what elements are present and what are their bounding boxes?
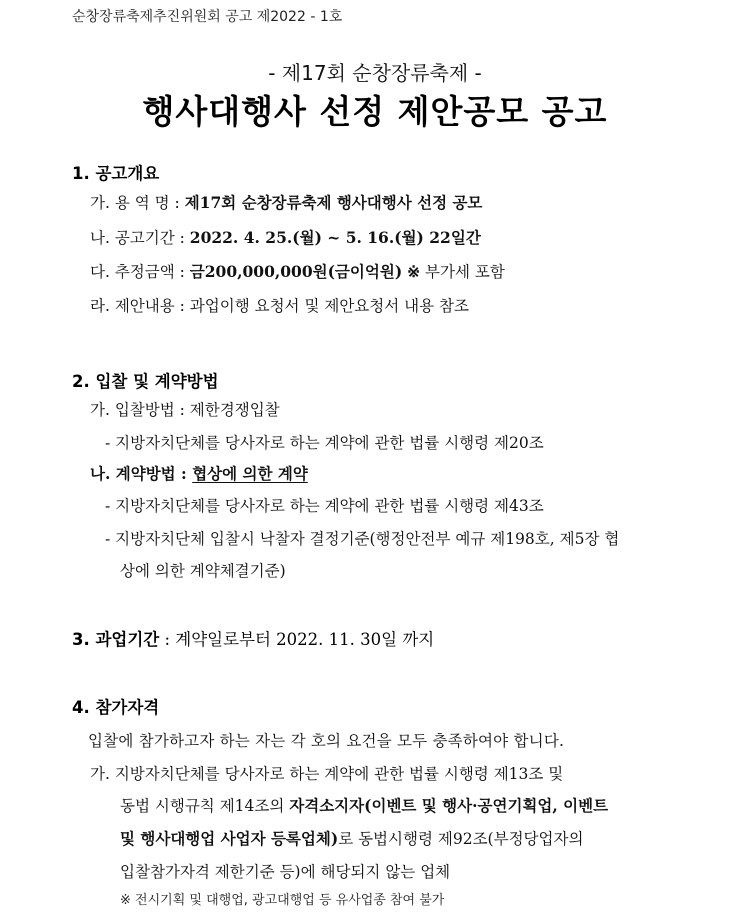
vat-note: 부가세 포함 <box>420 263 505 281</box>
eligibility-item-ga: 가. 지방자치단체를 당사자로 하는 계약에 관한 법률 시행령 제13조 및 <box>90 765 564 783</box>
eligibility-text: 동법 시행규칙 제14조의 <box>120 797 290 815</box>
eligibility-intro: 입찰에 참가하고자 하는 자는 각 호의 요건을 모두 충족하여야 합니다. <box>88 732 565 750</box>
section-4-heading: 4. 참가자격 <box>72 698 160 717</box>
section-3-heading: 3. 과업기간 <box>72 630 160 649</box>
overview-label: 라. 제안내용 : <box>90 297 190 315</box>
eligibility-item-ga-line3 <box>120 828 583 850</box>
contract-method-basis-1: - 지방자치단체를 당사자로 하는 계약에 관한 법률 시행령 제43조 <box>105 497 544 515</box>
overview-label: 다. 추정금액 : <box>90 263 190 281</box>
overview-item-amount <box>90 261 505 283</box>
overview-value: 제17회 순창장류축제 행사대행사 선정 공모 <box>184 193 483 212</box>
overview-item-period <box>90 227 481 249</box>
overview-item-proposal <box>90 295 469 317</box>
eligibility-note: ※ 전시기획 및 대행업, 광고대행업 등 유사업종 참여 불가 <box>120 893 445 908</box>
bid-method: 가. 입찰방법 : 제한경쟁입찰 <box>90 401 280 419</box>
section-1-heading: 1. 공고개요 <box>72 164 160 183</box>
festival-subtitle: - 제17회 순창장류축제 - <box>268 61 482 85</box>
contract-method-label: 나. 계약방법 : <box>90 464 193 483</box>
task-period-text: : 계약일로부터 2022. 11. 30일 까지 <box>159 630 435 649</box>
overview-label: 나. 공고기간 : <box>90 229 190 247</box>
eligibility-item-ga-line2 <box>120 795 608 817</box>
contract-method <box>90 463 308 485</box>
eligibility-item-ga-line4: 입찰참가자격 제한기준 등)에 해당되지 않는 업체 <box>120 863 451 881</box>
page-title: 행사대행사 선정 제안공모 공고 <box>142 92 608 131</box>
eligibility-text: 로 동법시행령 제92조(부정당업자의 <box>338 830 584 848</box>
notice-number: 순창장류축제추진위원회 공고 제2022 - 1호 <box>72 9 343 25</box>
overview-value: 금200,000,000원(금이억원) <box>189 262 403 281</box>
reference-mark-icon: ※ <box>407 262 421 281</box>
eligibility-qualification: 자격소지자(이벤트 및 행사·공연기획업, 이벤트 <box>289 796 609 815</box>
section-2-heading: 2. 입찰 및 계약방법 <box>72 372 219 391</box>
overview-label: 가. 용 역 명 : <box>90 194 185 212</box>
contract-method-value: 협상에 의한 계약 <box>192 464 308 483</box>
overview-item-service-name <box>90 192 482 214</box>
contract-method-basis-2-cont: 상에 의한 계약체결기준) <box>120 562 286 580</box>
contract-method-basis-2: - 지방자치단체 입찰시 낙찰자 결정기준(행정안전부 예규 제198호, 제5장 협 <box>105 530 620 548</box>
section-3 <box>72 626 434 650</box>
bid-method-basis: - 지방자치단체를 당사자로 하는 계약에 관한 법률 시행령 제20조 <box>105 434 544 452</box>
overview-value: 2022. 4. 25.(월) ~ 5. 16.(월) 22일간 <box>189 228 481 247</box>
overview-value: 과업이행 요청서 및 제안요청서 내용 참조 <box>189 297 469 315</box>
eligibility-qualification: 및 행사대행업 사업자 등록업체) <box>120 829 339 848</box>
